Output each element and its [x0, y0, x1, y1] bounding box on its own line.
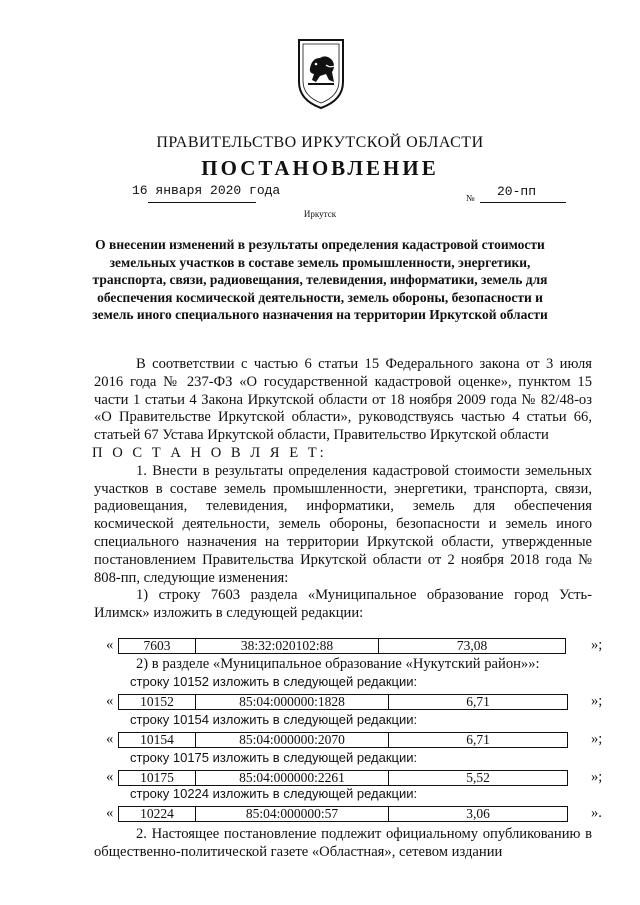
record-table [118, 694, 568, 710]
value-cell: 6,71 [389, 695, 568, 710]
record-table [118, 770, 568, 786]
item-2-paragraph: 2. Настоящее постановление подлежит официальному опубликованию в общественно-политической газете «Областная», сетевом издании [94, 826, 592, 860]
row-id-cell: 10154 [119, 733, 196, 748]
value-cell: 6,71 [389, 733, 568, 748]
quote-open: « [106, 805, 114, 821]
number-underline [480, 202, 566, 203]
item-2-block [94, 826, 592, 862]
quote-open: « [106, 769, 114, 785]
body-text-block [94, 356, 592, 623]
city-name: Иркутск [303, 209, 337, 219]
document-number: 20-пп [497, 184, 537, 199]
row-lead-text: строку 10175 изложить в следующей редакции: [130, 750, 418, 765]
table-row [119, 639, 566, 654]
table-row [119, 771, 568, 786]
item-1-paragraph: 1. Внести в результаты определения кадастровой стоимости земельных участков в составе земель промышленности, энергетики, транспорта, связи, радиовещания, телевидения, информатики, земель для обеспечения космической деятельности, земель обороны, безопасности и земель иного специального назначения на территории Иркутской области, утвержденные постановлением Правительства Иркутской области от 2 ноября 2018 года № 808-пп, следующие изменения: [94, 462, 592, 586]
table-row [119, 733, 568, 748]
quote-close: »; [591, 769, 603, 785]
row-id-cell: 10175 [119, 771, 196, 786]
row-id-cell: 10152 [119, 695, 196, 710]
postanovlyaet-heading: П О С Т А Н О В Л Я Е Т: [92, 444, 327, 461]
sub-item-1-paragraph: 1) строку 7603 раздела «Муниципальное образование город Усть-Илимск» изложить в следующей редакции: [94, 587, 592, 622]
quote-open: « [106, 693, 114, 709]
record-table [118, 732, 568, 748]
record-table [118, 806, 568, 822]
document-title: О внесении изменений в результаты определения кадастровой стоимости земельных участков в составе земель промышленности, энергетики, транспорта, связи, радиовещания, телевидения, информатики, земель для обеспечения космической деятельности, земель обороны, безопасности и земель иного специального назначения на территории Иркутской области [92, 237, 548, 322]
table-row [119, 695, 568, 710]
value-cell: 3,06 [389, 807, 568, 822]
cadastral-number-cell: 85:04:000000:57 [196, 807, 389, 822]
quote-open: « [106, 637, 114, 653]
row-id-cell: 7603 [119, 639, 196, 654]
preamble-paragraph: В соответствии с частью 6 статьи 15 Федерального закона от 3 июля 2016 года № 237-ФЗ «О государственной кадастровой оценке», пунктом 15 части 1 статьи 4 Закона Иркутской области от 18 ноября 2009 года № 82/48-оз «О Правительстве Иркутской области», руководствуясь частью 4 статьи 66, статьей 67 Устава Иркутской области, Правительство Иркутской области [94, 356, 592, 444]
quote-close: ». [591, 805, 602, 821]
cadastral-number-cell: 85:04:000000:1828 [196, 695, 389, 710]
sub-item-2-paragraph: 2) в разделе «Муниципальное образование «Нукутский район»»: [136, 656, 540, 672]
cadastral-number-cell: 85:04:000000:2070 [196, 733, 389, 748]
quote-close: »; [591, 693, 603, 709]
row-lead-text: строку 10224 изложить в следующей редакции: [130, 786, 418, 801]
sub-item-2-block [94, 656, 592, 674]
row-lead-text: строку 10152 изложить в следующей редакции: [130, 674, 418, 689]
quote-close: »; [591, 637, 603, 653]
quote-close: »; [591, 731, 603, 747]
row-id-cell: 10224 [119, 807, 196, 822]
row-lead-text: строку 10154 изложить в следующей редакции: [130, 712, 418, 727]
date-underline [148, 202, 256, 203]
quote-open: « [106, 731, 114, 747]
document-type: ПОСТАНОВЛЕНИЕ [201, 156, 439, 180]
record-table [118, 638, 566, 654]
value-cell: 5,52 [389, 771, 568, 786]
document-date: 16 января 2020 года [132, 183, 281, 198]
table-row [119, 807, 568, 822]
cadastral-number-cell: 85:04:000000:2261 [196, 771, 389, 786]
government-name: ПРАВИТЕЛЬСТВО ИРКУТСКОЙ ОБЛАСТИ [156, 134, 484, 151]
coat-of-arms-emblem [296, 38, 346, 110]
cadastral-number-cell: 38:32:020102:88 [196, 639, 379, 654]
number-sign: № [466, 193, 475, 203]
value-cell: 73,08 [379, 639, 566, 654]
